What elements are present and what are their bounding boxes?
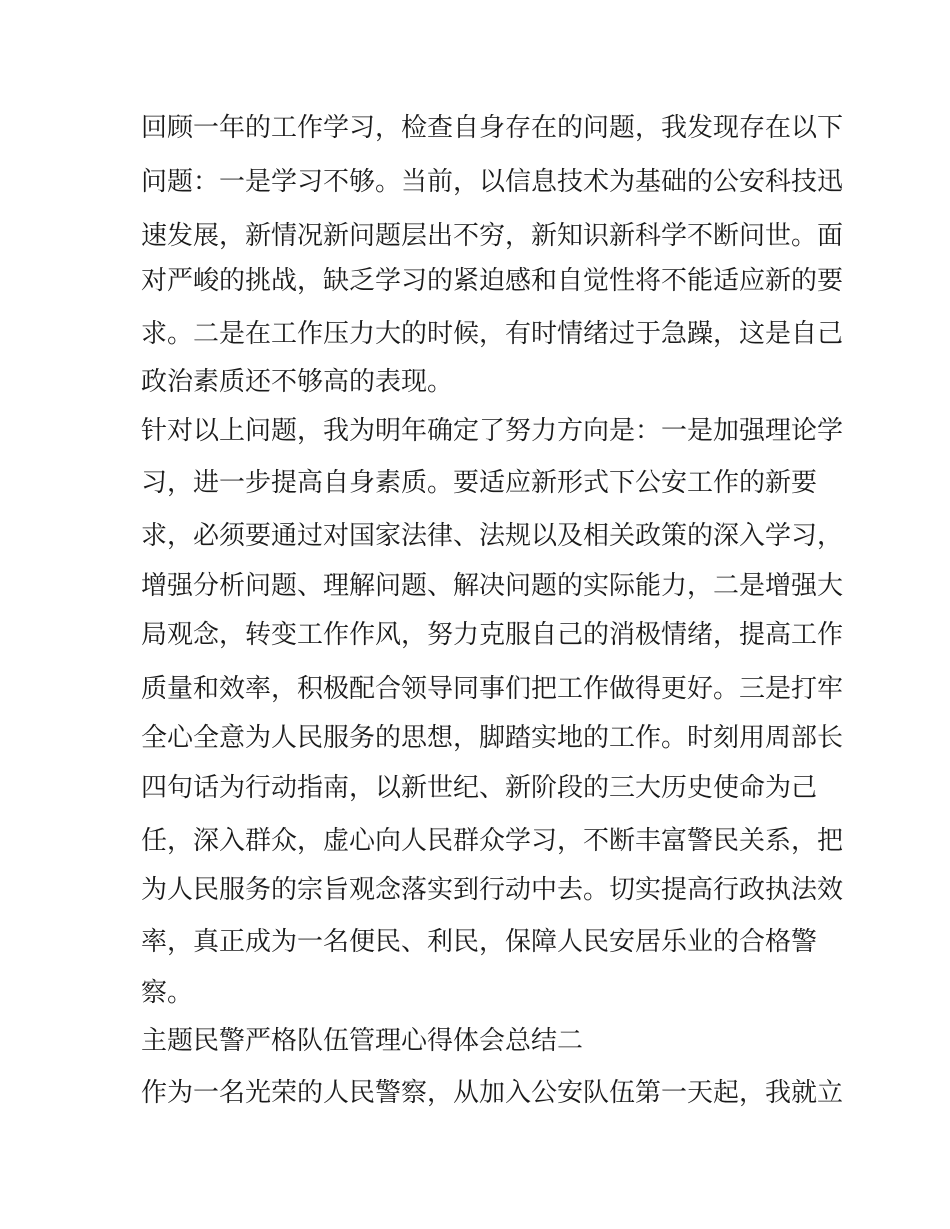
text-line: 针对以上问题，我为明年确定了努力方向是：一是加强理论学 [141,416,844,446]
text-line: 增强分析问题、理解问题、解决问题的实际能力，二是增强大 [141,571,844,601]
text-line: 质量和效率，积极配合领导同事们把工作做得更好。三是打牢 [141,674,844,704]
text-line: 速发展，新情况新问题层出不穷，新知识新科学不断问世。面 [141,221,844,251]
text-line: 求，必须要通过对国家法律、法规以及相关政策的深入学习， [141,521,844,551]
text-line: 率，真正成为一名便民、利民，保障人民安居乐业的合格警 [141,927,818,957]
text-line: 政治素质还不够高的表现。 [141,367,454,397]
text-line: 对严峻的挑战，缺乏学习的紧迫感和自觉性将不能适应新的要 [141,266,844,296]
text-line: 问题：一是学习不够。当前，以信息技术为基础的公安科技迅 [141,167,844,197]
section-heading: 主题民警严格队伍管理心得体会总结二 [141,1026,584,1056]
text-line: 作为一名光荣的人民警察，从加入公安队伍第一天起，我就立 [141,1078,844,1108]
text-line: 求。二是在工作压力大的时候，有时情绪过于急躁，这是自己 [141,319,844,349]
text-line: 回顾一年的工作学习，检查自身存在的问题，我发现存在以下 [141,113,844,143]
text-line: 任，深入群众，虚心向人民群众学习，不断丰富警民关系，把 [141,826,844,856]
text-line: 局观念，转变工作作风，努力克服自己的消极情绪，提高工作 [141,620,844,650]
text-line: 为人民服务的宗旨观念落实到行动中去。切实提高行政执法效 [141,875,844,905]
text-line: 察。 [141,978,194,1008]
text-line: 四句话为行动指南，以新世纪、新阶段的三大历史使命为己 [141,773,818,803]
text-line: 全心全意为人民服务的思想，脚踏实地的工作。时刻用周部长 [141,723,844,753]
text-line: 习，进一步提高自身素质。要适应新形式下公安工作的新要 [141,468,818,498]
